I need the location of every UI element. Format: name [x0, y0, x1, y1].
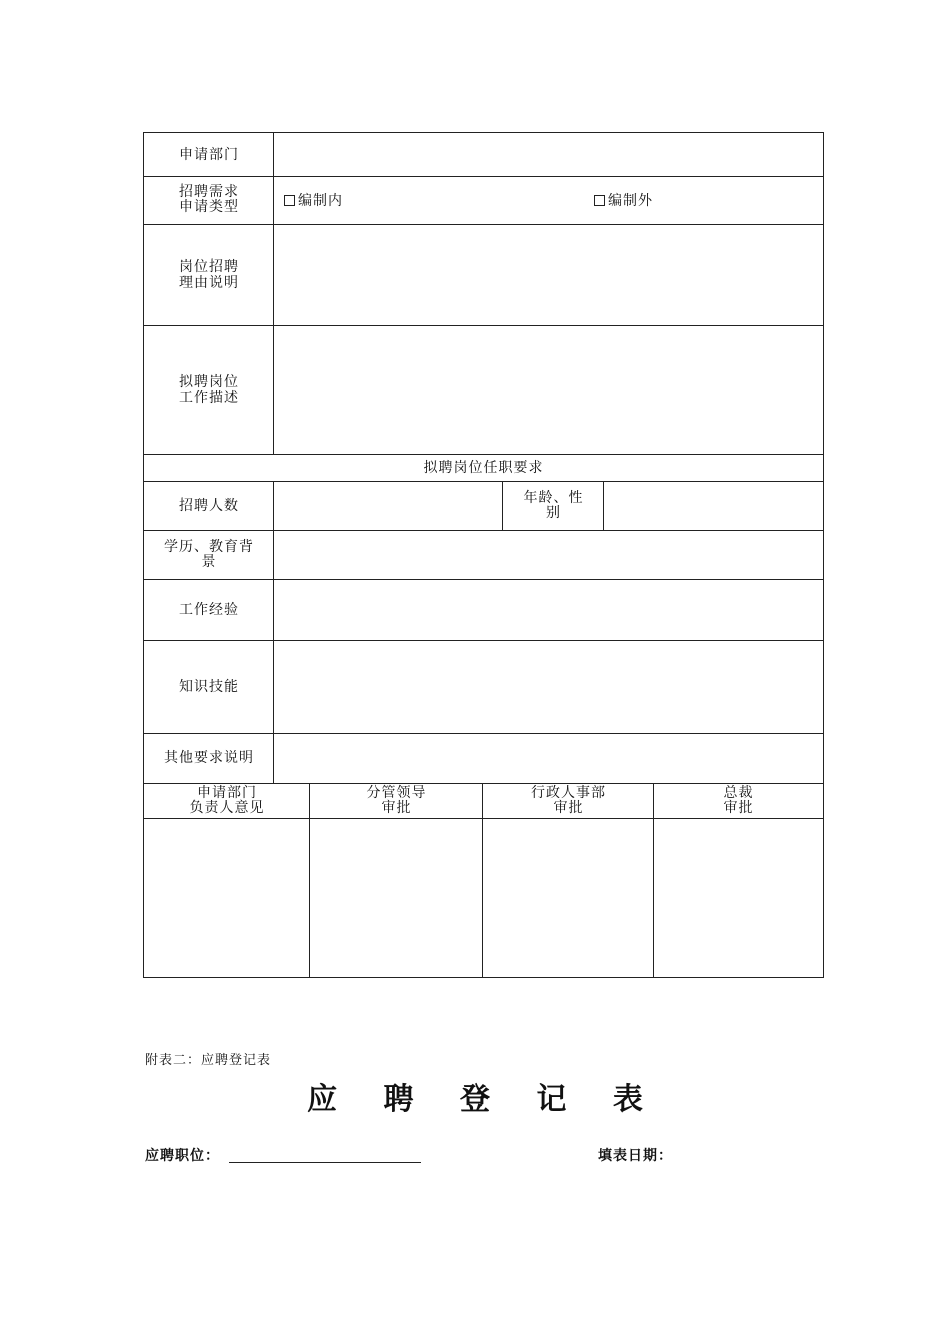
label-department: 申请部门 — [179, 146, 239, 163]
option-in-quota[interactable] — [284, 176, 343, 224]
appendix-note: 附表二：应聘登记表 — [145, 1053, 272, 1068]
label-education: 学历、教育背 景 — [164, 538, 254, 570]
checkbox-icon[interactable] — [284, 195, 295, 206]
row-divider — [144, 818, 823, 819]
label-demand-type: 招聘需求 申请类型 — [179, 184, 239, 215]
label-job-description: 拟聘岗位 工作描述 — [179, 373, 239, 406]
option-out-quota-label: 编制外 — [608, 193, 653, 209]
option-out-quota[interactable] — [594, 176, 653, 224]
option-in-quota-label: 编制内 — [298, 193, 343, 209]
approval-hr: 行政人事部 审批 — [531, 784, 606, 816]
label-skills: 知识技能 — [179, 678, 239, 695]
label-other-requirements: 其他要求说明 — [164, 750, 254, 766]
page-title: 应 聘 登 记 表 — [307, 1082, 661, 1117]
date-label: 填表日期： — [598, 1148, 673, 1164]
requirements-header: 拟聘岗位任职要求 — [423, 459, 544, 476]
label-age-gender: 年龄、性 别 — [523, 489, 584, 521]
checkbox-icon[interactable] — [594, 195, 605, 206]
position-label: 应聘职位： — [145, 1148, 220, 1164]
label-headcount: 招聘人数 — [179, 497, 239, 514]
approval-president: 总裁 审批 — [723, 784, 754, 816]
approval-supervisor: 分管领导 审批 — [366, 784, 427, 816]
recruitment-request-form — [143, 132, 824, 978]
label-experience: 工作经验 — [179, 601, 239, 618]
label-reason: 岗位招聘 理由说明 — [179, 258, 239, 291]
approval-department-head: 申请部门 负责人意见 — [189, 784, 265, 816]
position-field-line — [229, 1162, 421, 1163]
